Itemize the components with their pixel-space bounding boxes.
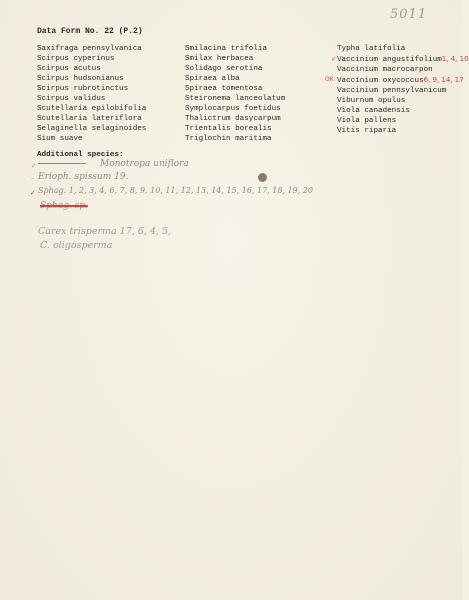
species-item-annotated: OK Vaccinium oxycoccus6, 9, 14, 17 — [325, 76, 464, 85]
species-item: Smilax herbacea — [185, 55, 254, 63]
species-item: Viola pallens — [337, 117, 397, 125]
species-item: Viola canadensis — [337, 107, 410, 115]
species-item: Spiraea alba — [185, 75, 240, 83]
form-header: Data Form No. 22 (P.2) — [37, 27, 143, 36]
species-item: Smilacina trifolia — [185, 45, 268, 53]
species-item: Scirpus cyperinus — [37, 55, 115, 63]
ok-mark: OK — [325, 76, 334, 83]
species-item: Scirpus acutus — [37, 65, 101, 73]
species-item: Scirpus hudsonianus — [37, 75, 124, 83]
handwritten-struck-line: Sphag. sp. — [40, 201, 88, 211]
site-note: 6, 9, 14, 17 — [423, 76, 464, 84]
handwritten-line: Erioph. spissum 19. — [38, 172, 129, 182]
species-item-annotated: ✓ Vaccinium angustifolium1, 4, 10 — [331, 55, 469, 64]
margin-mark: ✓ — [30, 189, 36, 197]
species-item: Thalictrum dasycarpum — [185, 115, 281, 123]
species-item: Viburnum opulus — [337, 97, 406, 105]
check-mark: ✓ — [331, 55, 337, 63]
species-item: Steironema lanceolatum — [185, 95, 286, 103]
species-column-3 — [325, 44, 469, 136]
handwritten-line: Sphag. 1, 2, 3, 4, 6, 7, 8, 9, 10, 11, 12, 13, 14, 15, 16, 17, 18, 19, 20 — [38, 186, 313, 195]
species-item: Vaccinium macrocarpon — [337, 66, 433, 74]
species-item: Trientalis borealis — [185, 125, 272, 133]
species-column-2 — [185, 44, 285, 144]
struck-word — [38, 163, 86, 164]
species-item: Sium suave — [37, 135, 83, 143]
species-item: Triglochin maritima — [185, 135, 272, 143]
species-item: Scutellaria lateriflora — [37, 115, 142, 123]
species-item: Scirpus rubrotinctus — [37, 85, 129, 93]
species-item: Scutellaria epilobifolia — [37, 105, 147, 113]
species-item: Typha latifolia — [337, 45, 406, 53]
species-item: Vaccinium pennsylvanicum — [337, 87, 447, 95]
species-item: Vitis riparia — [337, 127, 397, 135]
species-item: Symplocarpus foetidus — [185, 105, 281, 113]
species-item: Solidago serotina — [185, 65, 263, 73]
site-note: 1, 4, 10 — [441, 55, 469, 63]
handwritten-line: Monotropa uniflora — [38, 159, 189, 169]
handwritten-line: C. oligosperma — [40, 240, 113, 251]
page-number: 5011 — [390, 7, 428, 22]
species-item: Scirpus validus — [37, 95, 106, 103]
additional-species-label: Additional species: — [37, 151, 124, 159]
handwritten-line: Carex trisperma 17, 6, 4, 5, — [38, 226, 172, 237]
species-item: Spiraea tomentosa — [185, 85, 263, 93]
margin-mark: - — [31, 175, 34, 183]
species-column-1 — [37, 44, 146, 144]
ink-blot — [258, 173, 267, 182]
species-item: Selaginella selaginoides — [37, 125, 147, 133]
margin-mark: ✓ — [31, 162, 37, 170]
species-item: Saxifraga pennsylvanica — [37, 45, 142, 53]
